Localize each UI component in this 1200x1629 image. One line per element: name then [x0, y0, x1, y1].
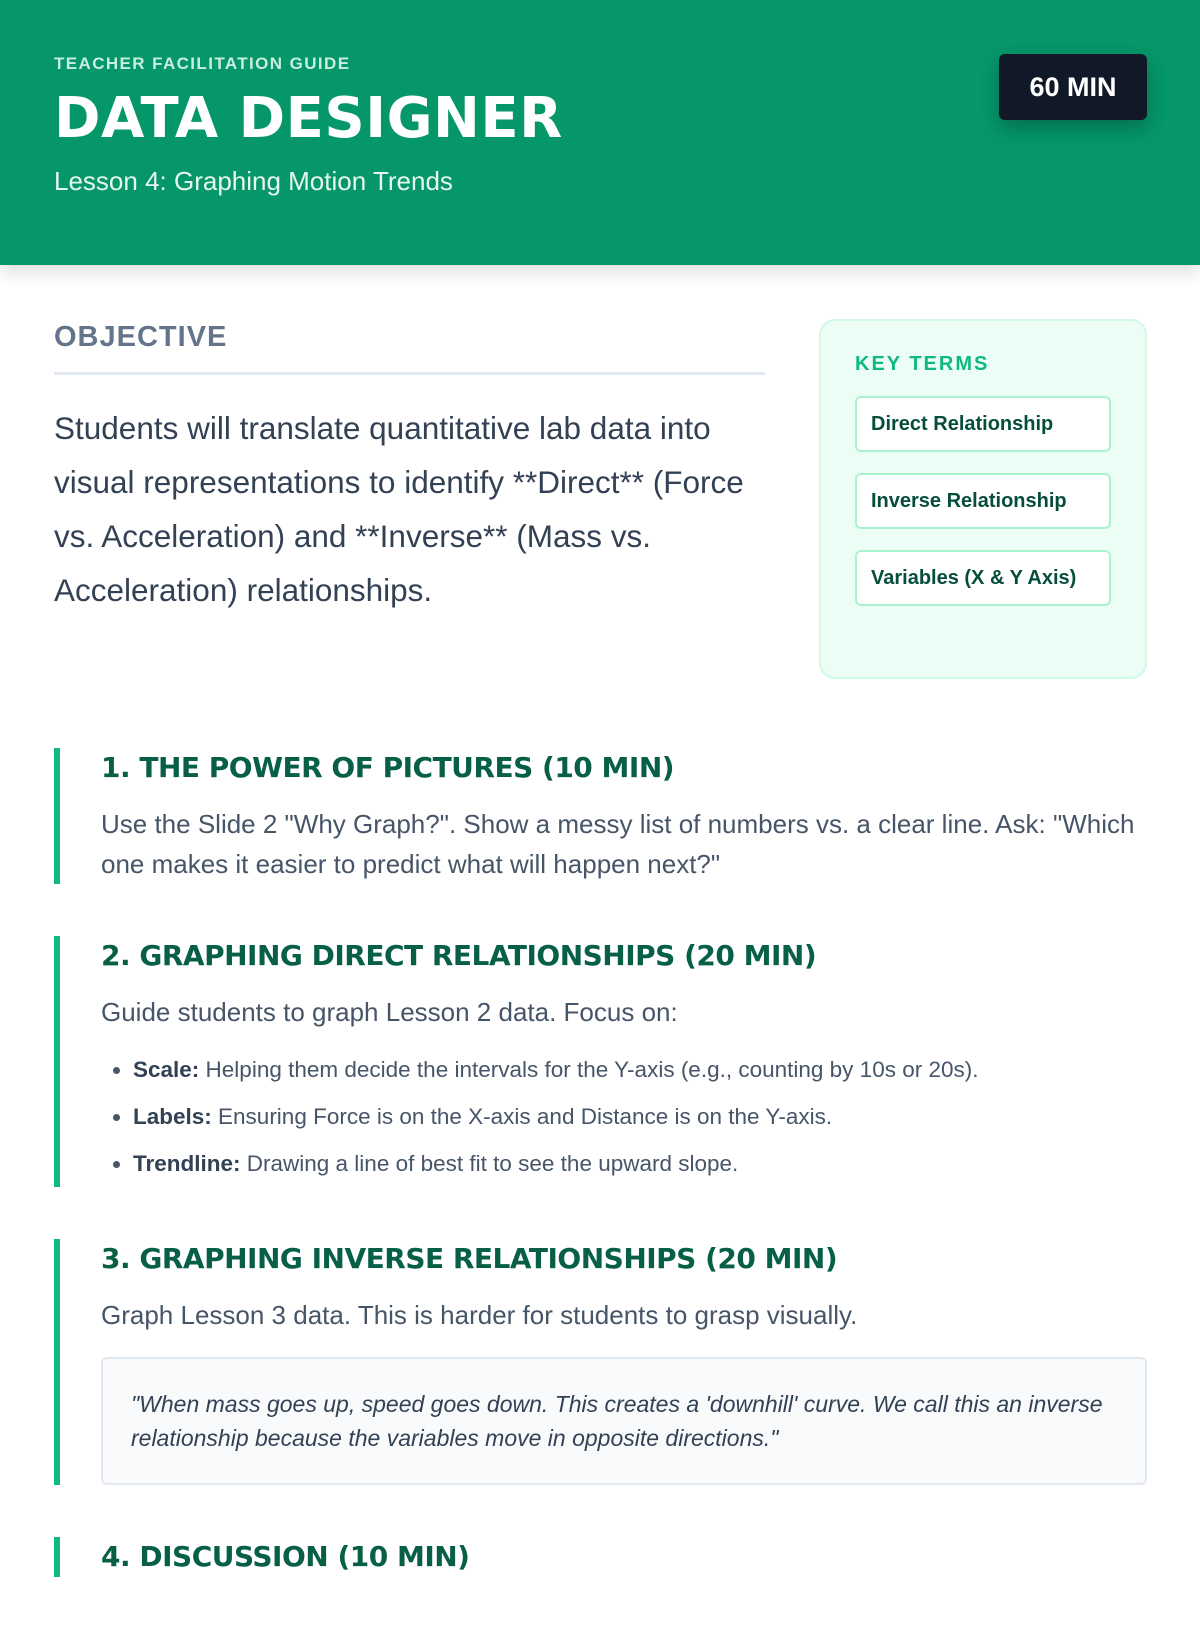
objective-section [54, 321, 765, 617]
section-body: Graph Lesson 3 data. This is harder for students to grasp visually. [101, 1300, 858, 1330]
teacher-quote: "When mass goes up, speed goes down. This creates a 'downhill' curve. We call this an inverse relationship because the variables move in opposite directions." [101, 1357, 1147, 1485]
key-term-item: Variables (X & Y Axis) [855, 550, 1111, 606]
section-body: Use the Slide 2 "Why Graph?". Show a messy list of numbers vs. a clear line. Ask: "Which one makes it easier to predict what will happen next?" [101, 809, 1135, 879]
page-title: DATA DESIGNER [54, 86, 563, 151]
section-title: 2. GRAPHING DIRECT RELATIONSHIPS (20 MIN) [101, 939, 817, 972]
section-title: 3. GRAPHING INVERSE RELATIONSHIPS (20 MIN) [101, 1242, 838, 1275]
list-item [133, 1093, 1147, 1140]
lesson-sections [54, 748, 1147, 1629]
section-title: 4. DISCUSSION (10 MIN) [101, 1540, 470, 1573]
list-item-text: Helping them decide the intervals for the Y-axis (e.g., counting by 10s or 20s). [199, 1057, 979, 1082]
section-title: 1. THE POWER OF PICTURES (10 MIN) [101, 751, 675, 784]
header-banner [0, 0, 1200, 265]
list-item-term: Labels: [133, 1104, 212, 1129]
objective-heading: OBJECTIVE [54, 321, 765, 375]
key-term-item: Direct Relationship [855, 396, 1111, 452]
key-terms-card [819, 319, 1147, 679]
section-direct-relationships [54, 936, 1147, 1187]
section-discussion [54, 1537, 1147, 1577]
focus-list [101, 1046, 1147, 1187]
section-power-of-pictures [54, 748, 1147, 884]
list-item [133, 1046, 1147, 1093]
list-item-text: Drawing a line of best fit to see the upward slope. [240, 1151, 739, 1176]
guide-eyebrow: TEACHER FACILITATION GUIDE [54, 54, 351, 73]
key-term-item: Inverse Relationship [855, 473, 1111, 529]
section-body: Guide students to graph Lesson 2 data. Focus on: [101, 997, 678, 1027]
duration-badge: 60 MIN [999, 54, 1147, 120]
list-item-term: Trendline: [133, 1151, 241, 1176]
lesson-subtitle: Lesson 4: Graphing Motion Trends [54, 165, 453, 196]
section-inverse-relationships [54, 1239, 1147, 1485]
list-item-term: Scale: [133, 1057, 200, 1082]
objective-text: Students will translate quantitative lab data into visual representations to identify **Direct** (Force vs. Acceleration) and **Inverse** (Mass vs. Acceleration) relationships. [54, 410, 744, 608]
key-terms-heading: KEY TERMS [855, 353, 990, 375]
list-item [133, 1140, 1147, 1187]
list-item-text: Ensuring Force is on the X-axis and Distance is on the Y-axis. [211, 1104, 833, 1129]
